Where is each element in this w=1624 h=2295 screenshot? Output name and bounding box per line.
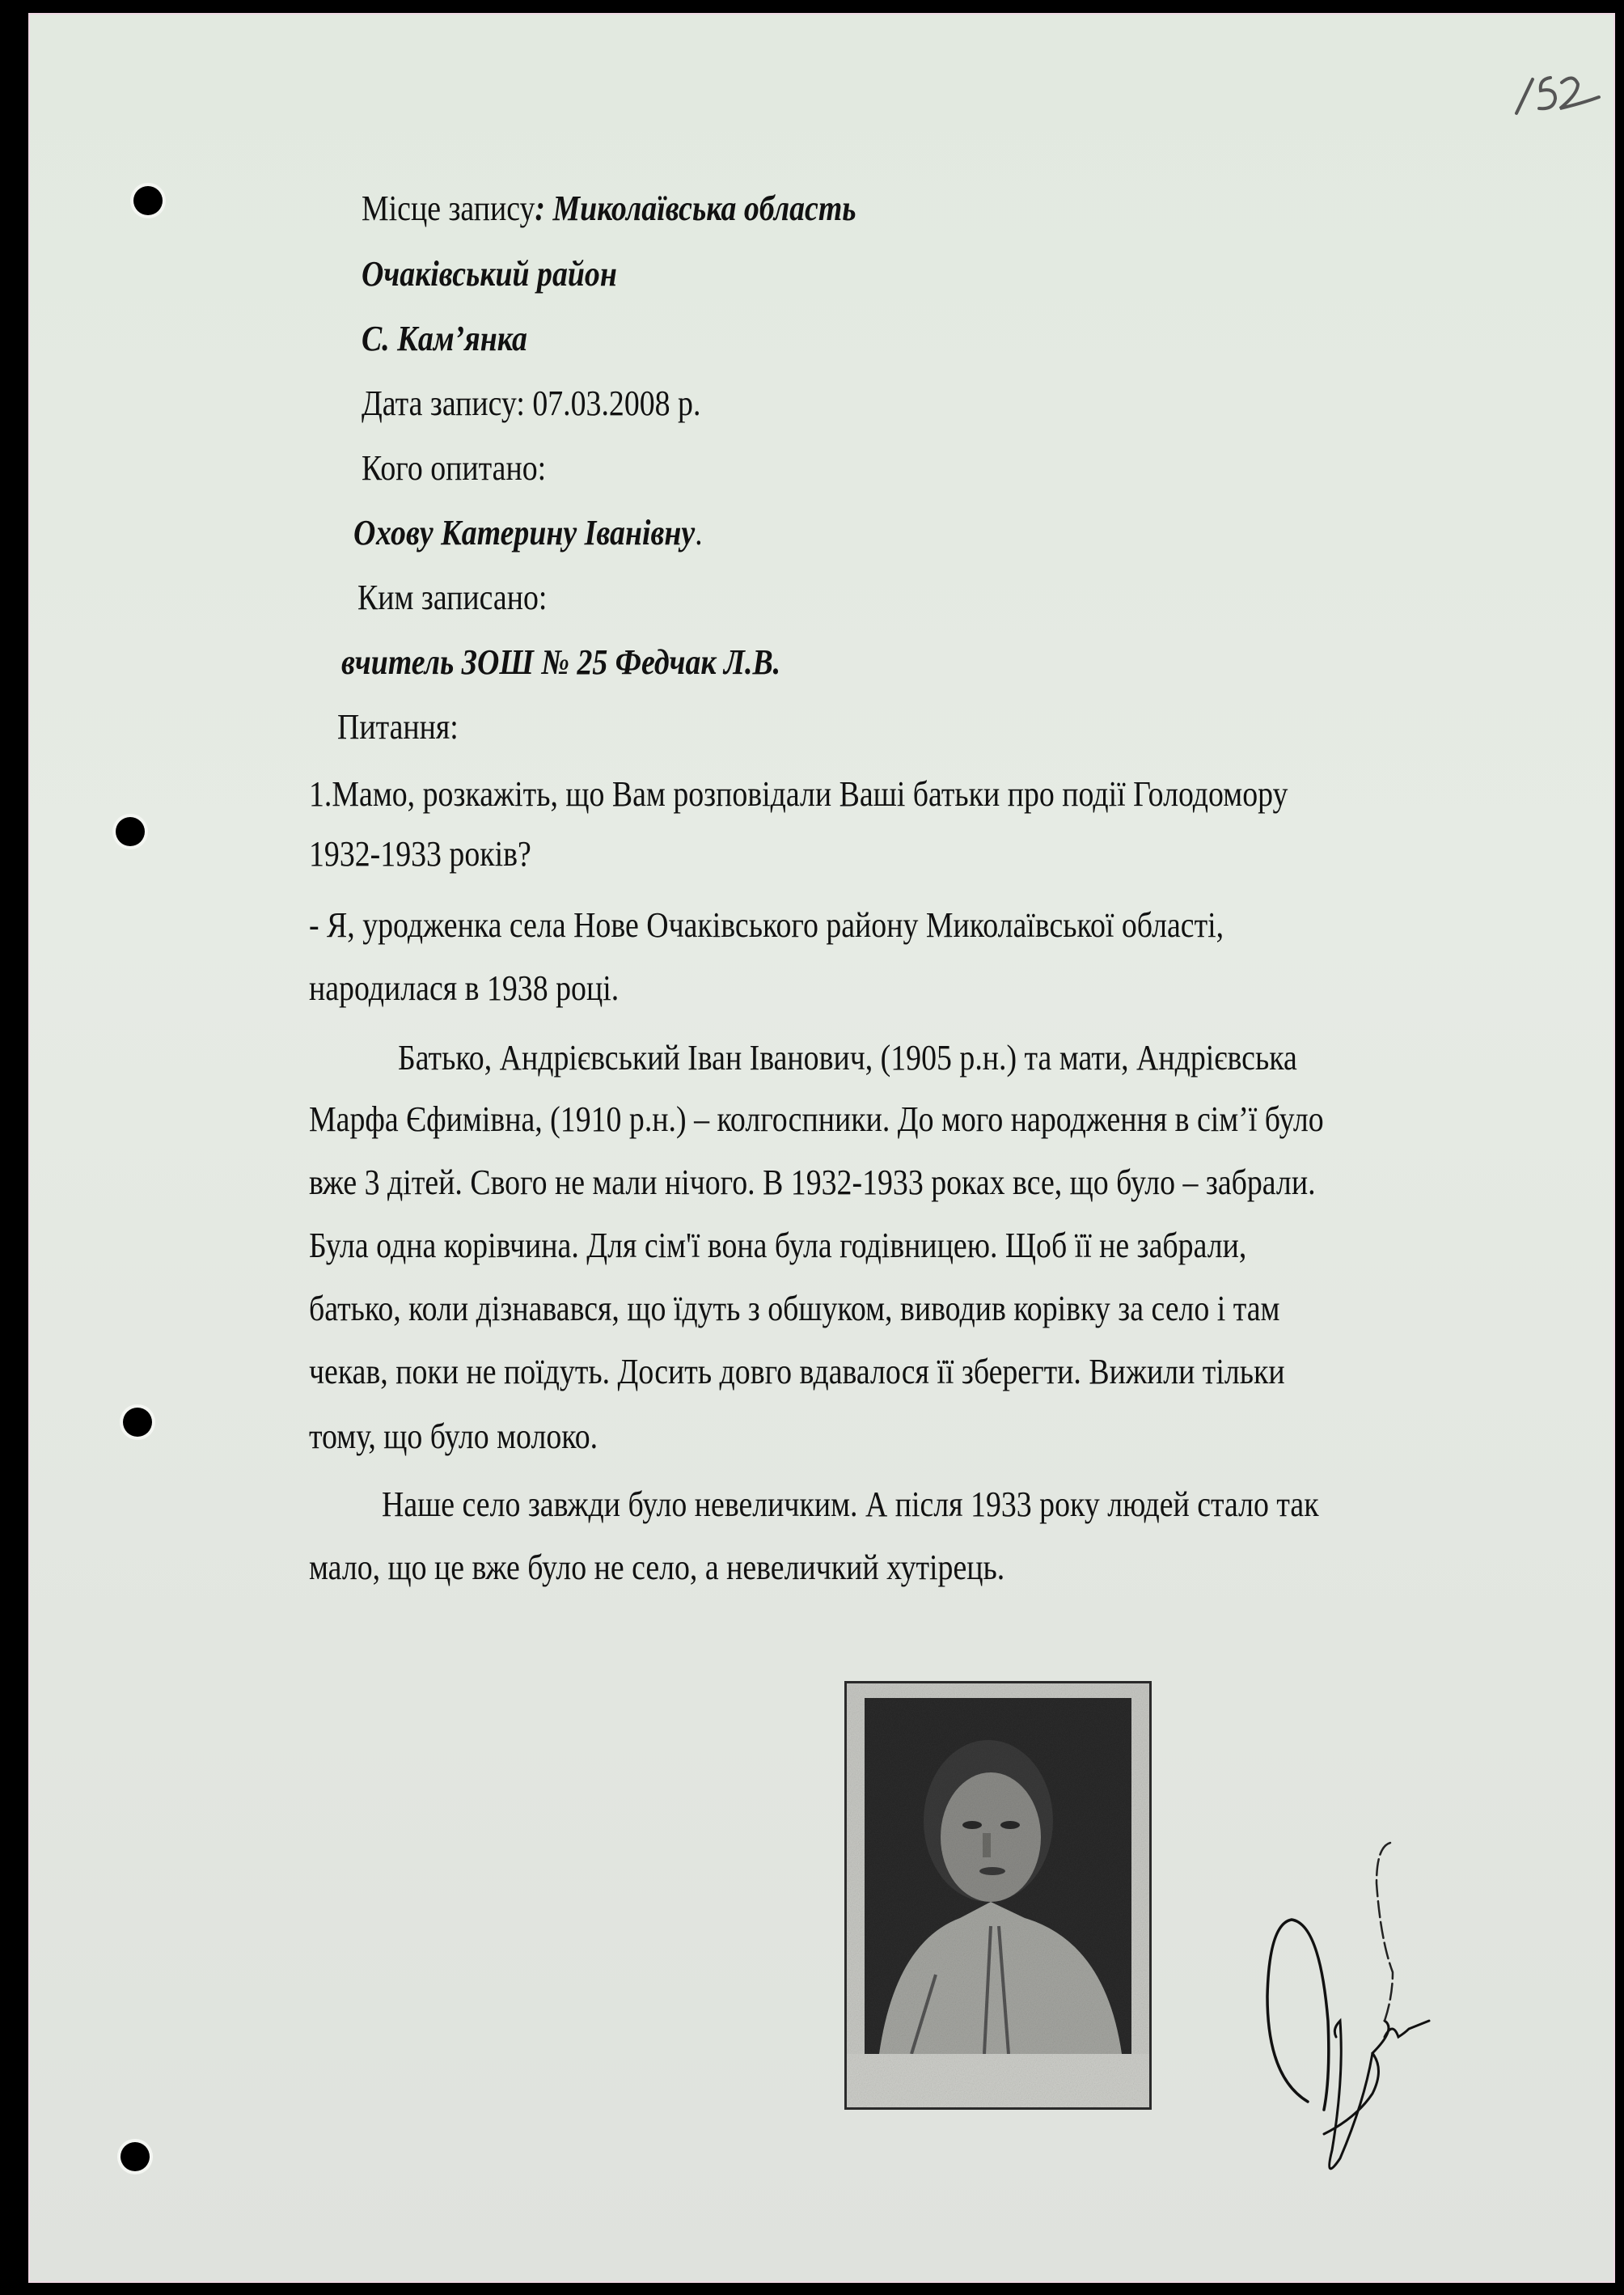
punch-hole	[116, 817, 145, 846]
place-line	[362, 188, 856, 230]
place-region: : Миколаївська область	[535, 188, 856, 228]
interviewee-label: Кого опитано:	[362, 448, 547, 488]
recorder-name: вчитель ЗОШ № 25 Федчак Л.В.	[341, 642, 781, 682]
page-number-handwritten	[1508, 63, 1605, 120]
interviewee-name: Охову Катерину Іванівну	[353, 513, 696, 553]
interviewee-line	[353, 512, 703, 554]
answer-text: мало, що це вже було не село, а невеличкий хутірець.	[309, 1548, 1005, 1587]
document-page	[28, 13, 1615, 2283]
answer-text: Батько, Андрієвський Іван Іванович, (1905 р.н.) та мати, Андрієвська	[398, 1038, 1297, 1078]
answer-text: батько, коли дізнавався, що їдуть з обшуком, виводив корівку за село і там	[309, 1289, 1280, 1328]
answer-text: Була одна корівчина. Для сім'ї вона була годівницею. Щоб її не забрали,	[309, 1226, 1247, 1265]
answer-text: - Я, уродженка села Нове Очаківського району Миколаївської області,	[309, 905, 1224, 945]
question-text: 1.Мамо, розкажіть, що Вам розповідали Ваші батьки про події Голодомору	[309, 774, 1288, 814]
answer-text: народилася в 1938 році.	[309, 968, 620, 1008]
portrait-photo-image	[847, 1683, 1149, 2107]
answer-text: Марфа Єфимівна, (1910 р.н.) – колгоспники. До мого народження в сім’ї було	[309, 1099, 1324, 1139]
questions-label: Питання:	[337, 707, 459, 747]
portrait-photo	[844, 1681, 1152, 2110]
answer-text: Наше село завжди було невеличким. А після 1933 року людей стало так	[382, 1484, 1319, 1524]
punch-hole	[121, 2142, 150, 2171]
answer-text: вже 3 дітей. Свого не мали нічого. В 1932-1933 роках все, що було – забрали.	[309, 1162, 1316, 1202]
answer-text: чекав, поки не поїдуть. Досить довго вдавалося її зберегти. Вижили тільки	[309, 1352, 1285, 1391]
place-label: Місце запису	[362, 188, 535, 228]
answer-text: тому, що було молоко.	[309, 1416, 598, 1456]
record-date: Дата запису: 07.03.2008 р.	[362, 383, 701, 423]
punch-hole	[133, 186, 163, 215]
handwritten-signature	[1211, 1835, 1453, 2191]
recorder-label: Ким записано:	[357, 578, 548, 617]
village: С. Кам’янка	[362, 319, 527, 358]
district: Очаківський район	[362, 254, 617, 294]
question-text: 1932-1933 років?	[309, 834, 531, 874]
punch-hole	[123, 1408, 152, 1437]
interviewee-dot: .	[695, 513, 703, 553]
